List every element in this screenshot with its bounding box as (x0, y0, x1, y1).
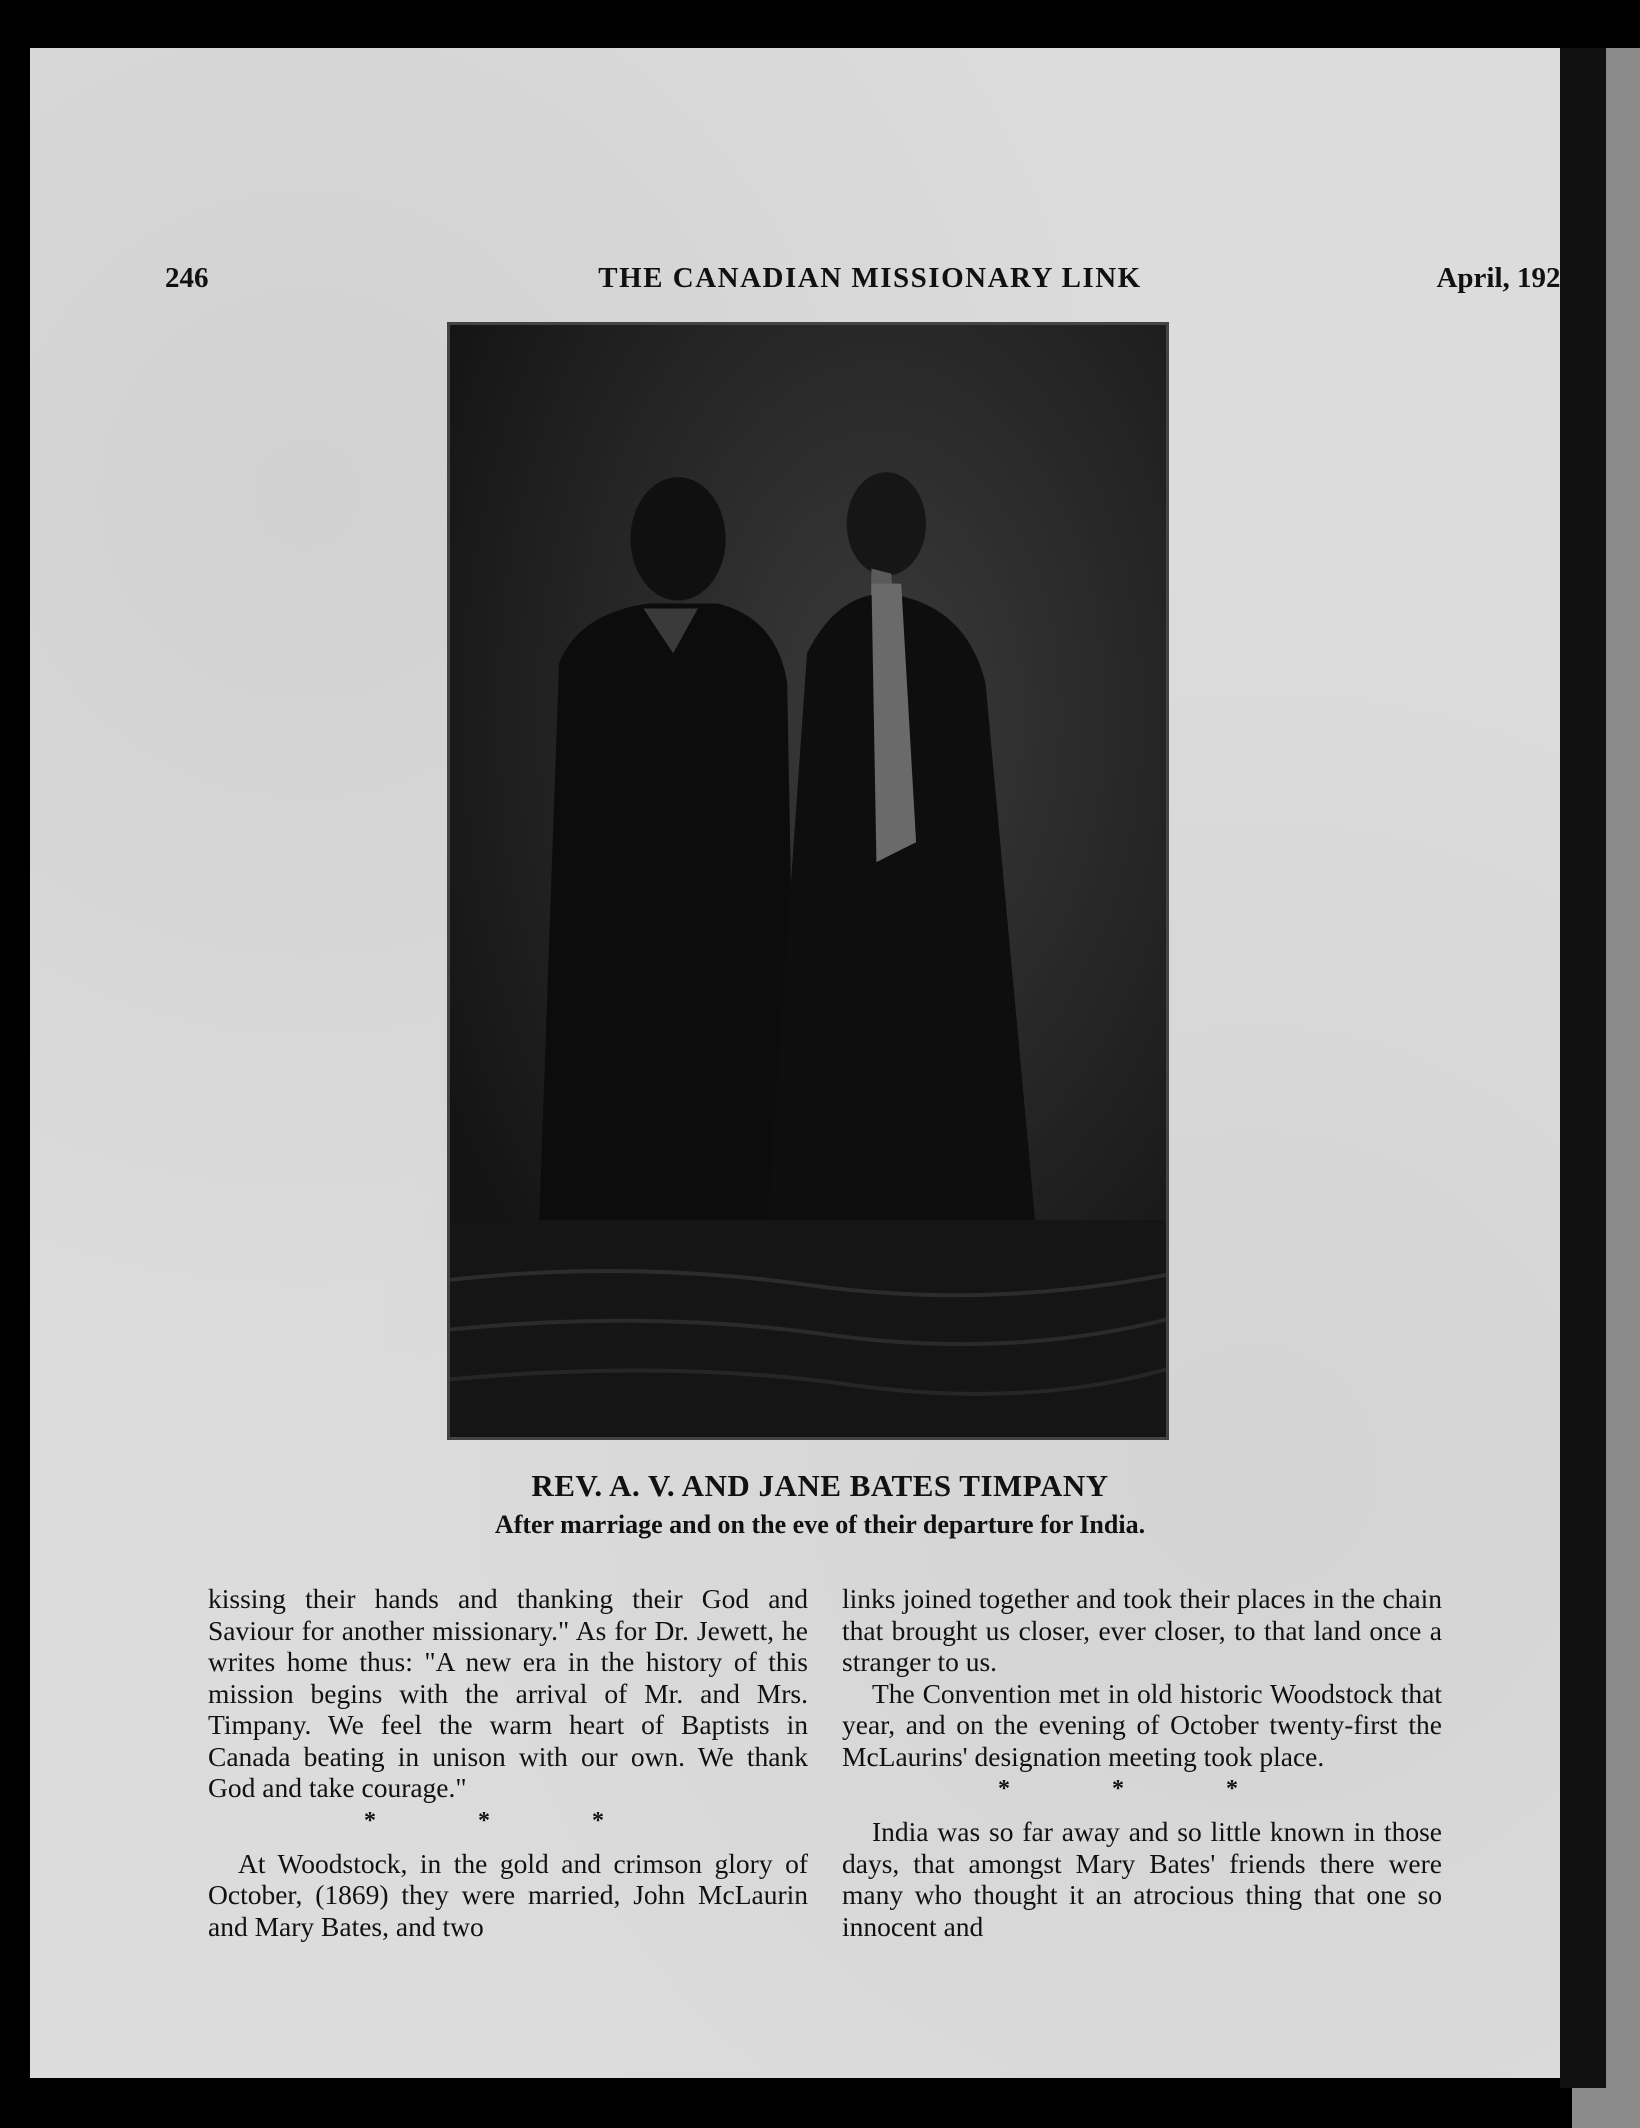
journal-title: THE CANADIAN MISSIONARY LINK (598, 262, 1142, 294)
man-figure (630, 477, 725, 600)
portrait-photo-image (450, 325, 1166, 1437)
section-separator: * * * (998, 1776, 1286, 1802)
section-separator: * * * (364, 1807, 652, 1834)
photo-caption-title: REV. A. V. AND JANE BATES TIMPANY (531, 1468, 1109, 1503)
issue-date: April, 1925 (1436, 262, 1575, 294)
paragraph: The Convention met in old historic Woodstock that year, and on the evening of October twenty-first the McLaurins' designation meeting took place. (842, 1677, 1442, 1772)
photo-caption-subtitle: After marriage and on the eve of their departure for India. (494, 1510, 1146, 1539)
page-gutter-shadow (1560, 48, 1606, 2088)
paragraph: links joined together and took their places in the chain that brought us closer, ever closer, to that land once a stranger to us. (842, 1583, 1442, 1677)
page-header (165, 262, 1575, 302)
woman-figure (847, 472, 926, 575)
page-number: 246 (165, 262, 209, 294)
paragraph: kissing their hands and thanking their God and Saviour for another missionary." As for Dr. Jewett, he writes home thus: "A new era in the history of this mission begins with the arrival of Mr. and Mrs. Timpany. We feel the warm heart of Baptists in Canada beating in unison with our own. We thank God and take courage." (208, 1583, 808, 1803)
portrait-photograph (447, 322, 1169, 1440)
article-column-left (208, 1583, 808, 1942)
article-column-right (842, 1583, 1442, 1942)
paragraph: India was so far away and so little known in those days, that amongst Mary Bates' friends there were many who thought it an atrocious thing that one so innocent and (842, 1816, 1442, 1942)
paragraph: At Woodstock, in the gold and crimson glory of October, (1869) they were married, John McLaurin and Mary Bates, and two (208, 1847, 808, 1942)
